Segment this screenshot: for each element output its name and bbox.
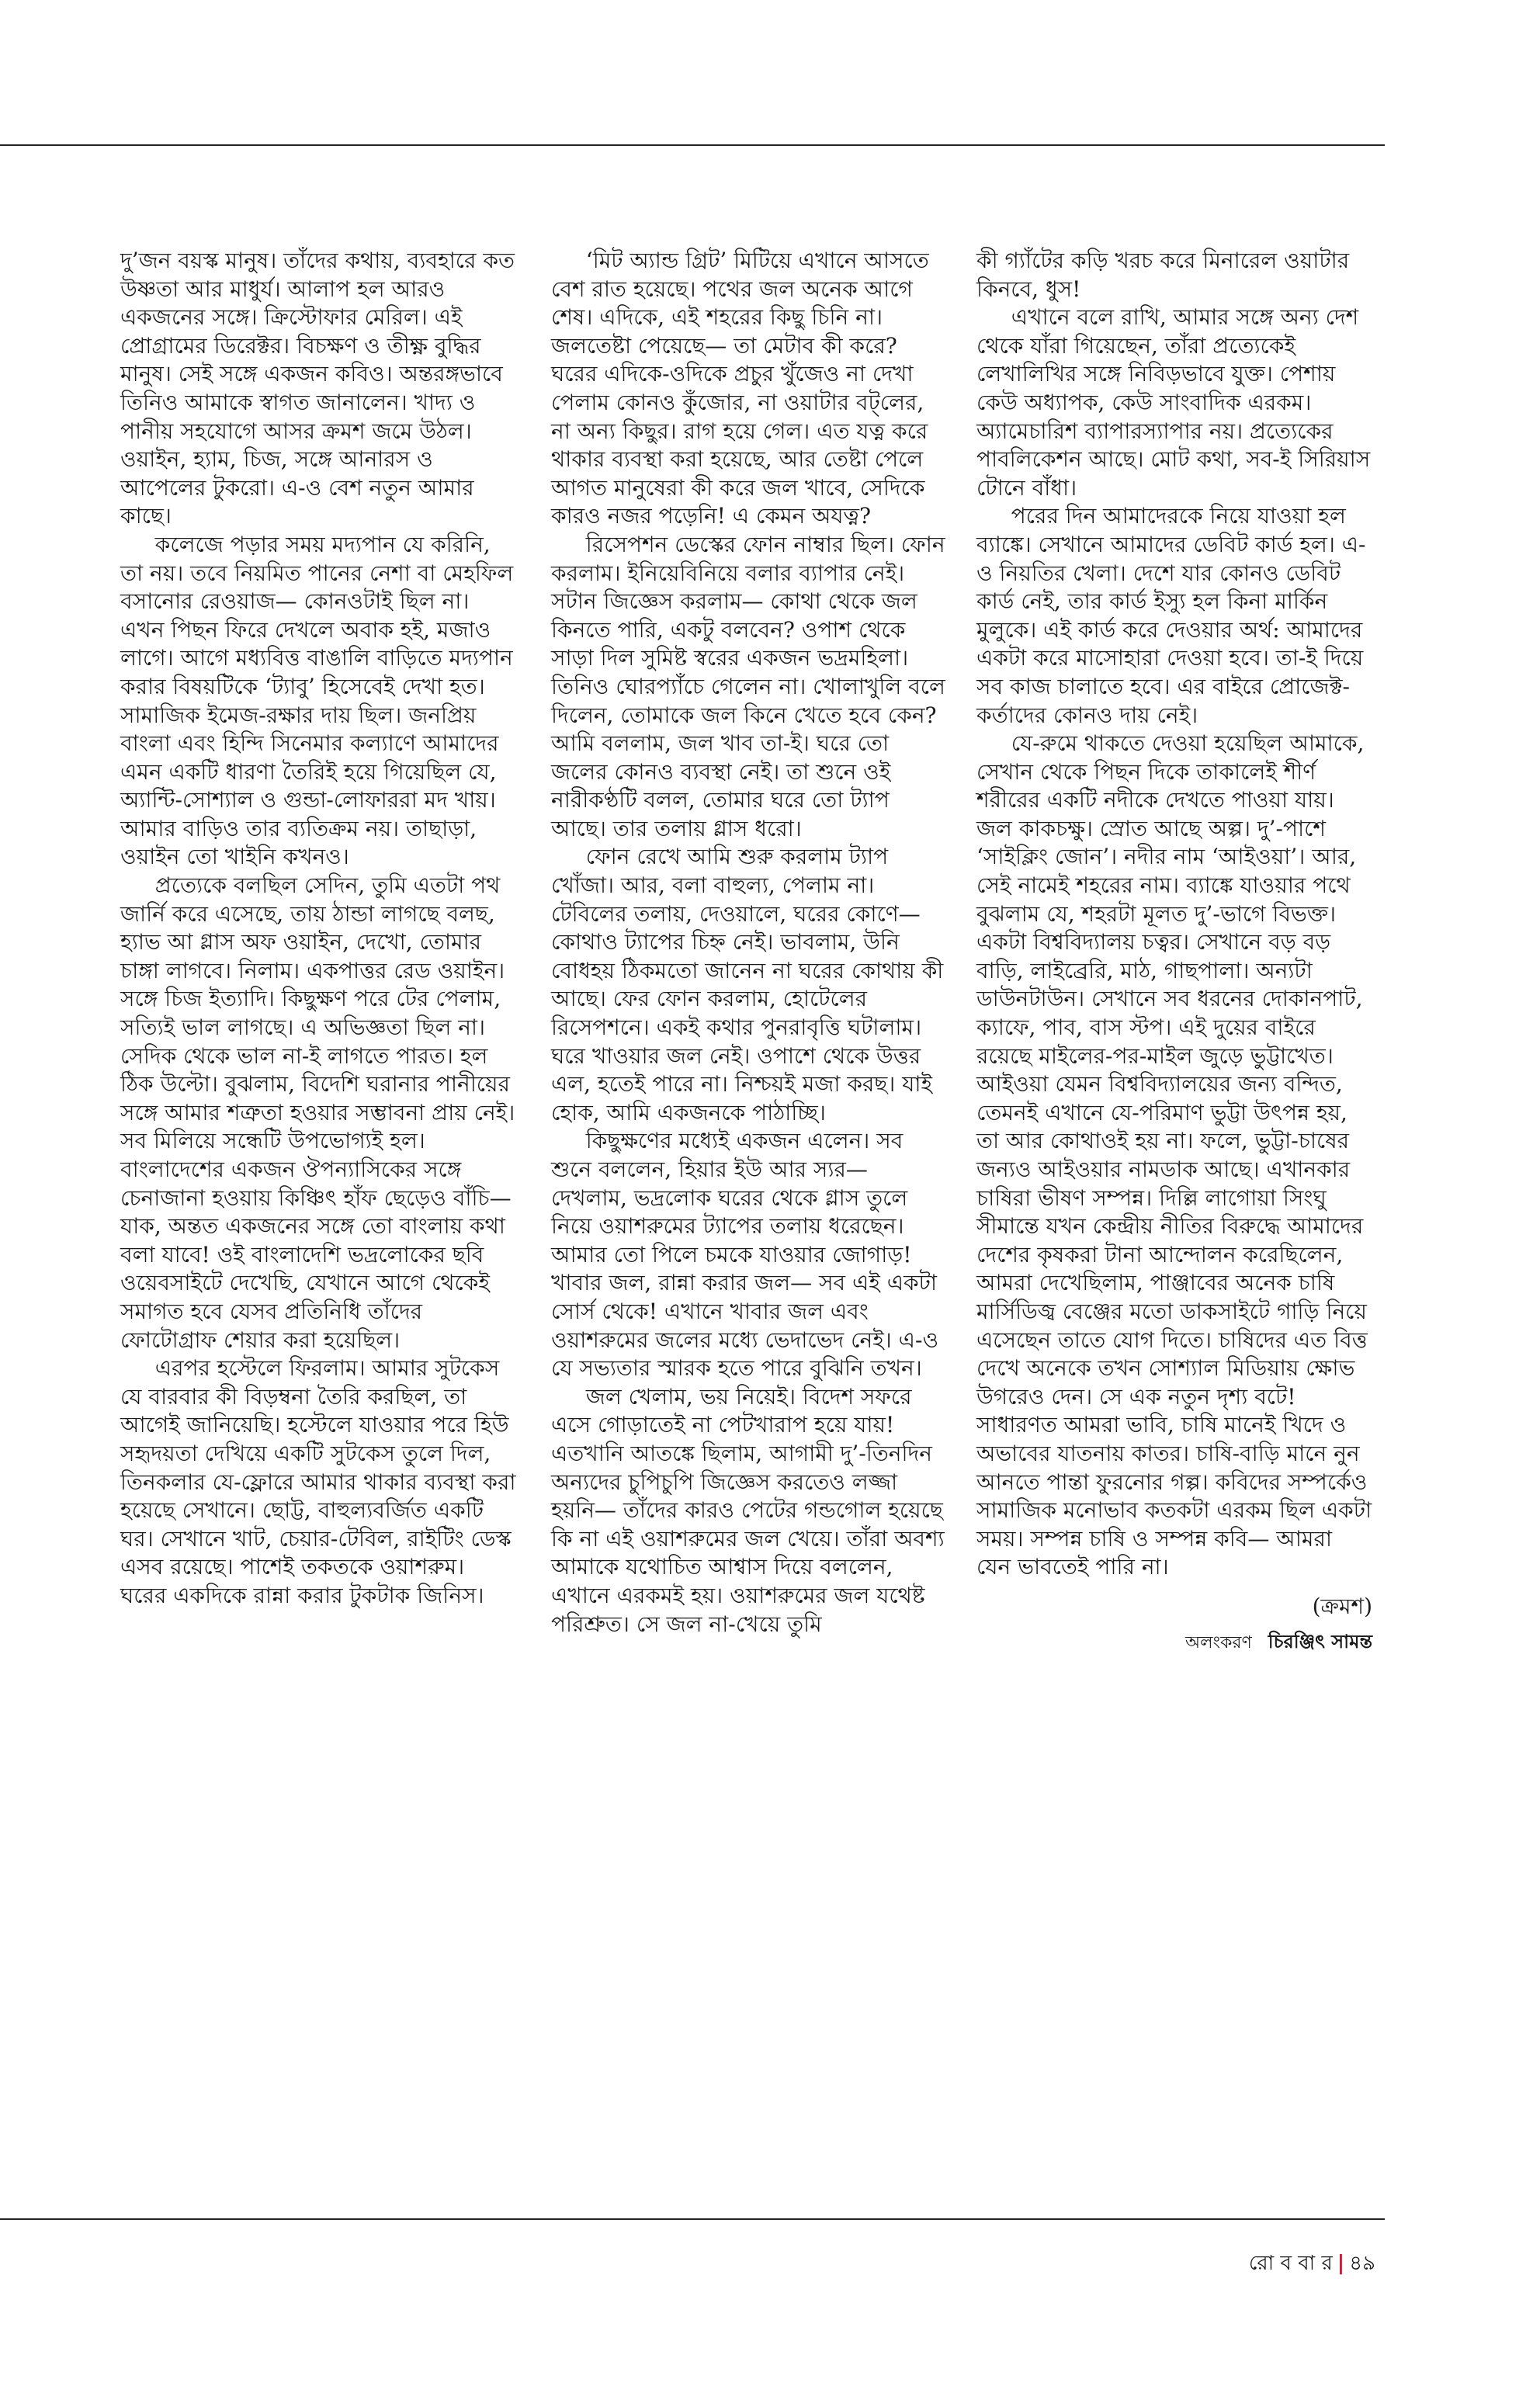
paragraph: এখানে বলে রাখি, আমার সঙ্গে অন্য দেশ থেকে যাঁরা গিয়েছেন, তাঁরা প্রত্যেকেই লেখালিখির সঙ্গে নিবিড়ভাবে যুক্ত। পেশায় কেউ অধ্যাপক, কেউ সাংবাদিক এরকম। অ্যামেচারিশ ব্যাপারস্যাপার নয়। প্রত্যেকের পাবলিকেশন আছে। মোট কথা, সব-ই সিরিয়াস টোনে বাঁধা। xyxy=(976,304,1371,501)
magazine-name: রো ব বা র xyxy=(1248,2252,1333,2275)
paragraph: জল খেলাম, ভয় নিয়েই। বিদেশ সফরে এসে গোড়াতেই না পেটখারাপ হয়ে যায়! এতখানি আতঙ্কে ছিলাম, আগামী দু’-তিনদিন অন্যদের চুপিচুপি জিজ্ঞেস করতেও লজ্জা হয়নি— তাঁদের কারও পেটের গন্ডগোল হয়েছে কি না এই ওয়াশরুমের জল খেয়ে। তাঁরা অবশ্য আমাকে যথোচিত আশ্বাস দিয়ে বললেন, এখানে এরকমই হয়। ওয়াশরুমের জল যথেষ্ট পরিশ্রুত। সে জল না-খেয়ে তুমি xyxy=(551,1383,945,1637)
paragraph: রিসেপশন ডেস্কের ফোন নাম্বার ছিল। ফোন করলাম। ইনিয়েবিনিয়ে বলার ব্যাপার নেই। সটান জিজ্ঞেস করলাম— কোথা থেকে জল কিনতে পারি, একটু বলবেন? ওপাশ থেকে সাড়া দিল সুমিষ্ট স্বরের একজন ভদ্রমহিলা। তিনিও ঘোরপ্যাঁচে গেলেন না। খোলাখুলি বলে দিলেন, তোমাকে জল কিনে খেতে হবে কেন? আমি বললাম, জল খাব তা-ই। ঘরে তো জলের কোনও ব্যবস্থা নেই। তা শুনে ওই নারীকণ্ঠটি বলল, তোমার ঘরে তো ট্যাপ আছে। তার তলায় গ্লাস ধরো। xyxy=(551,531,945,841)
paragraph: পরের দিন আমাদেরকে নিয়ে যাওয়া হল ব্যাঙ্কে। সেখানে আমাদের ডেবিট কার্ড হল। এ-ও নিয়তির খেলা। দেশে যার কোনও ডেবিট কার্ড নেই, তার কার্ড ইস্যু হল কিনা মার্কিন মুলুকে। এই কার্ড করে দেওয়ার অর্থ: আমাদের একটা করে মাসোহারা দেওয়া হবে। তা-ই দিয়ে সব কাজ চালাতে হবে। এর বাইরে প্রোজেক্ট-কর্তাদের কোনও দায় নেই। xyxy=(976,503,1366,728)
paragraph: ‘মিট অ্যান্ড গ্রিট’ মিটিয়ে এখানে আসতে বেশ রাত হয়েছে। পথের জল অনেক আগে শেষ। এদিকে, এই শহরের কিছু চিনি না। জলতেষ্টা পেয়েছে— তা মেটাব কী করে? ঘরের এদিকে-ওদিকে প্রচুর খুঁজেও না দেখা পেলাম কোনও কুঁজোর, না ওয়াটার বট্‌লের, না অন্য কিছুর। রাগ হয়ে গেল। এত যত্ন করে থাকার ব্যবস্থা করা হয়েছে, আর তেষ্টা পেলে আগত মানুষেরা কী করে জল খাবে, সেদিকে কারও নজর পড়েনি! এ কেমন অযত্ন? xyxy=(551,248,929,529)
paragraph: কী গ্যাঁটের কড়ি খরচ করে মিনারেল ওয়াটার কিনবে, ধুস! xyxy=(976,248,1350,302)
paragraph: যে-রুমে থাকতে দেওয়া হয়েছিল আমাকে, সেখান থেকে পিছন দিকে তাকালেই শীর্ণ শরীরের একটি নদীকে দেখতে পাওয়া যায়। জল কাকচক্ষু। স্রোত আছে অল্প। দু’-পাশে ‘সাইক্লিং জোন’। নদীর নাম ‘আইওয়া’। আর, সেই নামেই শহরের নাম। ব্যাঙ্কে যাওয়ার পথে বুঝলাম যে, শহরটা মূলত দু’-ভাগে বিভক্ত। একটা বিশ্ববিদ্যালয় চত্বর। সেখানে বড় বড় বাড়ি, লাইব্রেরি, মাঠ, গাছপালা। অন্যটা ডাউনটাউন। সেখানে সব ধরনের দোকানপাট, ক্যাফে, পাব, বাস স্টপ। এই দুয়ের বাইরে রয়েছে মাইলের-পর-মাইল জুড়ে ভুট্টাখেত। আইওয়া যেমন বিশ্ববিদ্যালয়ের জন্য বন্দিত, তেমনই এখানে যে-পরিমাণ ভুট্টা উৎপন্ন হয়, তা আর কোথাওই হয় না। ফলে, ভুট্টা-চাষের জন্যও আইওয়ার নামডাক আছে। এখানকার চাষিরা ভীষণ সম্পন্ন। দিল্লি লাগোয়া সিংঘু সীমান্তে যখন কেন্দ্রীয় নীতির বিরুদ্ধে আমাদের দেশের কৃষকরা টানা আন্দোলন করেছিলেন, আমরা দেখেছিলাম, পাঞ্জাবের অনেক চাষি মার্সিডিজ্ব বেঞ্জের মতো ডাকসাইটে গাড়ি নিয়ে এসেছেন তাতে যোগ দিতে। চাষিদের এত বিত্ত দেখে অনেকে তখন সোশ্যাল মিডিয়ায় ক্ষোভ উগরেও দেন। সে এক নতুন দৃশ্য বটে! সাধারণত আমরা ভাবি, চাষি মানেই খিদে ও অভাবের যাতনায় কাতর। চাষি-বাড়ি মানে নুন আনতে পান্তা ফুরনোর গল্প। কবিদের সম্পর্কেও সামাজিক মনোভাব কতকটা এরকম ছিল একটা সময়। সম্পন্ন চাষি ও সম্পন্ন কবি— আমরা যেন ভাবতেই পারি না। xyxy=(976,730,1372,1580)
paragraph: প্রত্যেকে বলছিল সেদিন, তুমি এতটা পথ জার্নি করে এসেছে, তায় ঠান্ডা লাগছে বলছ, হ্যাভ আ গ্লাস অফ ওয়াইন, দেখো, তোমার চাঙ্গা লাগবে। নিলাম। একপাত্তর রেড ওয়াইন। সঙ্গে চিজ ইত্যাদি। কিছুক্ষণ পরে টের পেলাম, সত্যিই ভাল লাগছে। এ অভিজ্ঞতা ছিল না। সেদিক থেকে ভাল না-ই লাগতে পারত। হল ঠিক উল্টো। বুঝলাম, বিদেশি ঘরানার পানীয়ের সঙ্গে আমার শত্রুতা হওয়ার সম্ভাবনা প্রায় নেই। সব মিলিয়ে সন্ধেটি উপভোগ্যই হল। বাংলাদেশের একজন ঔপন্যাসিকের সঙ্গে চেনাজানা হওয়ায় কিঞ্চিৎ হাঁফ ছেড়েও বাঁচি— যাক, অন্তত একজনের সঙ্গে তো বাংলায় কথা বলা যাবে! ওই বাংলাদেশি ভদ্রলোকের ছবি ওয়েবসাইটে দেখেছি, যেখানে আগে থেকেই সমাগত হবে যেসব প্রতিনিধি তাঁদের ফোটোগ্রাফ শেয়ার করা হয়েছিল। xyxy=(120,872,515,1353)
column-2 xyxy=(551,247,947,1639)
paragraph: ফোন রেখে আমি শুরু করলাম ট্যাপ খোঁজা। আর, বলা বাহুল্য, পেলাম না। টেবিলের তলায়, দেওয়ালে, ঘরের কোণে— কোথাও ট্যাপের চিহ্ন নেই। ভাবলাম, উনি বোধহয় ঠিকমতো জানেন না ঘরের কোথায় কী আছে। ফের ফোন করলাম, হোটেলের রিসেপশনে। একই কথার পুনরাবৃত্তি ঘটালাম। ঘরে খাওয়ার জল নেই। ওপাশে থেকে উত্তর এল, হতেই পারে না। নিশ্চয়ই মজা করছ। যাই হোক, আমি একজনকে পাঠাচ্ছি। xyxy=(551,844,944,1125)
top-rule xyxy=(0,144,1385,146)
column-3 xyxy=(976,247,1372,1657)
paragraph: দু’জন বয়স্ক মানুষ। তাঁদের কথায়, ব্যবহারে কত উষ্ণতা আর মাধুর্য। আলাপ হল আরও একজনের সঙ্গে। ক্রিস্টোফার মেরিল। এই প্রোগ্রামের ডিরেক্টর। বিচক্ষণ ও তীক্ষ্ণ বুদ্ধির মানুষ। সেই সঙ্গে একজন কবিও। অন্তরঙ্গভাবে তিনিও আমাকে স্বাগত জানালেন। খাদ্য ও পানীয় সহযোগে আসর ক্রমশ জমে উঠল। ওয়াইন, হ্যাম, চিজ, সঙ্গে আনারস ও আপেলের টুকরো। এ-ও বেশ নতুন আমার কাছে। xyxy=(120,248,515,529)
illustration-credit xyxy=(976,1628,1372,1658)
credit-artist: চিরঞ্জিৎ সামন্ত xyxy=(1268,1629,1372,1653)
page-footer xyxy=(1249,2247,1375,2281)
bottom-rule xyxy=(0,2218,1385,2220)
to-be-continued: (ক্রমশ) xyxy=(1312,1593,1372,1619)
paragraph: কিছুক্ষণের মধ্যেই একজন এলেন। সব শুনে বললেন, হিয়ার ইউ আর স্যর— দেখলাম, ভদ্রলোক ঘরের থেকে গ্লাস তুলে নিয়ে ওয়াশরুমের ট্যাপের তলায় ধরেছেন। আমার তো পিলে চমকে যাওয়ার জোগাড়! খাবার জল, রান্না করার জল— সব এই একটা সোর্স থেকে! এখানে খাবার জল এবং ওয়াশরুমের জলের মধ্যে ভেদাভেদ নেই। এ-ও যে সভ্যতার স্মারক হতে পারে বুঝিনি তখন। xyxy=(551,1128,939,1382)
footer-separator: | xyxy=(1337,2252,1345,2275)
paragraph: এরপর হস্টেলে ফিরলাম। আমার সুটকেস যে বারবার কী বিড়ম্বনা তৈরি করছিল, তা আগেই জানিয়েছি। হস্টেলে যাওয়ার পরে হিউ সহৃদয়তা দেখিয়ে একটি সুটকেস তুলে দিল, তিনকলার যে-ফ্লোরে আমার থাকার ব্যবস্থা করা হয়েছে সেখানে। ছোট্ট, বাহুল্যবর্জিত একটি ঘর। সেখানে খাট, চেয়ার-টেবিল, রাইটিং ডেস্ক এসব রয়েছে। পাশেই তকতকে ওয়াশরুম। ঘরের একদিকে রান্না করার টুকটাক জিনিস। xyxy=(120,1355,516,1608)
credit-label: অলংকরণ xyxy=(1185,1632,1252,1653)
paragraph: কলেজে পড়ার সময় মদ্যপান যে করিনি, তা নয়। তবে নিয়মিত পানের নেশা বা মেহফিল বসানোর রেওয়াজ— কোনওটাই ছিল না। এখন পিছন ফিরে দেখলে অবাক হই, মজাও লাগে। আগে মধ্যবিত্ত বাঙালি বাড়িতে মদ্যপান করার বিষয়টিকে ‘ট্যাবু’ হিসেবেই দেখা হত। সামাজিক ইমেজ-রক্ষার দায় ছিল। জনপ্রিয় বাংলা এবং হিন্দি সিনেমার কল্যাণে আমাদের এমন একটি ধারণা তৈরিই হয়ে গিয়েছিল যে, অ্যান্টি-সোশ্যাল ও গুন্ডা-লোফাররা মদ খায়। আমার বাড়িও তার ব্যতিক্রম নয়। তাছাড়া, ওয়াইন তো খাইনি কখনও। xyxy=(120,531,514,870)
column-1 xyxy=(120,247,516,1611)
page-number: ৪৯ xyxy=(1349,2252,1375,2275)
